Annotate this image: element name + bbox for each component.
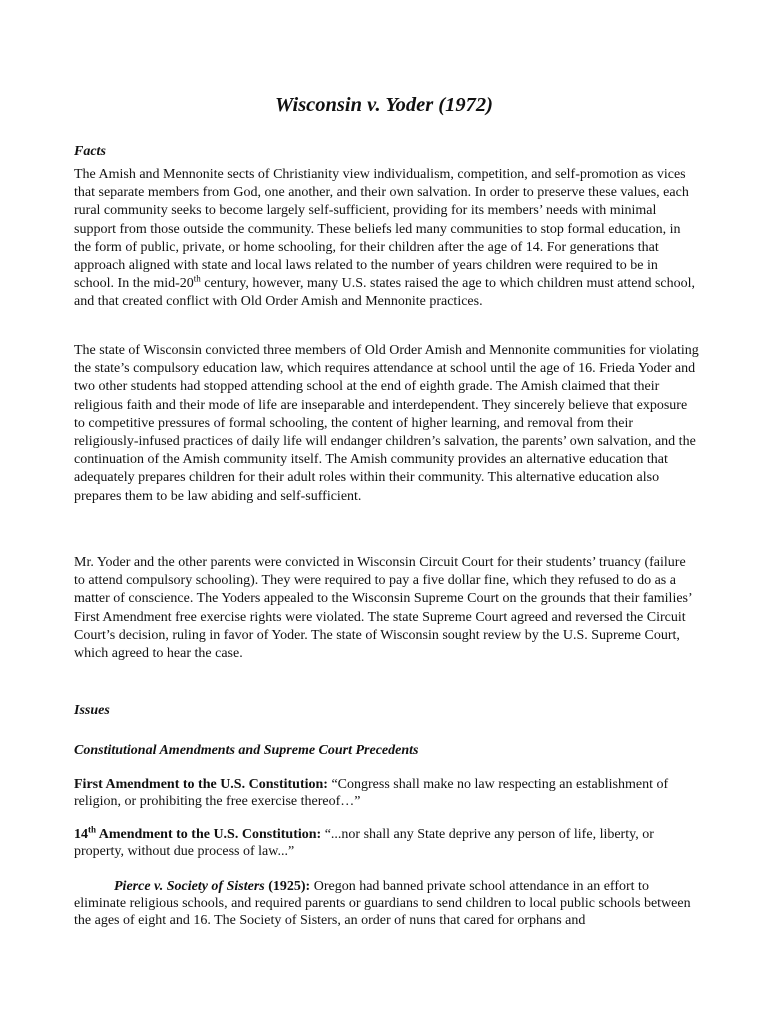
pierce-case-name: Pierce v. Society of Sisters — [114, 879, 265, 894]
first-amendment-text: “Congress shall make no law respecting an establishment of religion, or prohibiting the free exercise thereof…” — [74, 777, 669, 810]
fourteenth-amendment-superscript: th — [88, 824, 97, 835]
pierce-paragraph — [74, 878, 700, 930]
facts-paragraph-1-text-cont: century, however, many U.S. states raised the age to which children must attend school, and that created conflict with Old Order Amish and Mennonite practices. — [74, 276, 696, 310]
document-title: Wisconsin v. Yoder (1972) — [275, 94, 493, 116]
facts-heading: Facts — [74, 144, 106, 159]
fourteenth-amendment-number: 14 — [74, 827, 88, 842]
first-amendment-paragraph — [74, 776, 700, 810]
facts-paragraph-1-text: The Amish and Mennonite sects of Christianity view individualism, competition, and self-promotion as vices that separate members from God, one another, and their own salvation. In order to preserve these values, each rural community seeks to become largely self-sufficient, providing for its members’ needs with minimal support from those outside the community. These beliefs led many communities to stop formal education, in the form of public, private, or home schooling, for their children after the age of 14. For generations that approach aligned with state and local laws related to the number of years children were required to be in school. In the mid-20 — [74, 167, 689, 292]
fourteenth-amendment-text: “...nor shall any State deprive any person of life, liberty, or property, without due process of law...” — [74, 827, 654, 860]
fourteenth-amendment-label: Amendment to the U.S. Constitution: — [96, 827, 322, 842]
facts-paragraph-1 — [74, 166, 700, 312]
facts-paragraph-1-superscript: th — [193, 273, 201, 284]
pierce-case-year: (1925): — [264, 879, 311, 894]
facts-paragraph-2: The state of Wisconsin convicted three members of Old Order Amish and Mennonite communities for violating the state’s compulsory education law, which requires attendance at school until the age of 16. Frieda Yoder and two other students had stopped attending school at the end of eighth grade. The Amish claimed that their religious faith and their mode of life are inseparable and interdependent. They sincerely believe that exposure to competitive pressures of formal schooling, the content of higher learning, and removal from their religiously-infused practices of daily life will endanger children’s salvation, the parents’ own salvation, and the continuation of the Amish community itself. The Amish community provides an alternative education that adequately prepares children for their adult roles within their community. This alternative education also prepares them to be law abiding and self-sufficient. — [74, 343, 699, 504]
pierce-case-text: Oregon had banned private school attendance in an effort to eliminate religious schools, and required parents or guardians to send children to local public schools between the ages of eight and 16. The Society of Sisters, an order of nuns that cared for orphans and — [74, 879, 691, 929]
precedents-heading: Constitutional Amendments and Supreme Court Precedents — [74, 743, 419, 758]
fourteenth-amendment-paragraph — [74, 826, 700, 860]
issues-heading: Issues — [74, 703, 110, 718]
facts-paragraph-3: Mr. Yoder and the other parents were convicted in Wisconsin Circuit Court for their students’ truancy (failure to attend compulsory schooling). They were required to pay a five dollar fine, which they refused to do as a matter of conscience. The Yoders appealed to the Wisconsin Supreme Court on the grounds that their families’ First Amendment free exercise rights were violated. The state Supreme Court agreed and reversed the Circuit Court’s decision, ruling in favor of Yoder. The state of Wisconsin sought review by the U.S. Supreme Court, which agreed to hear the case. — [74, 555, 692, 662]
first-amendment-label: First Amendment to the U.S. Constitution: — [74, 777, 328, 792]
